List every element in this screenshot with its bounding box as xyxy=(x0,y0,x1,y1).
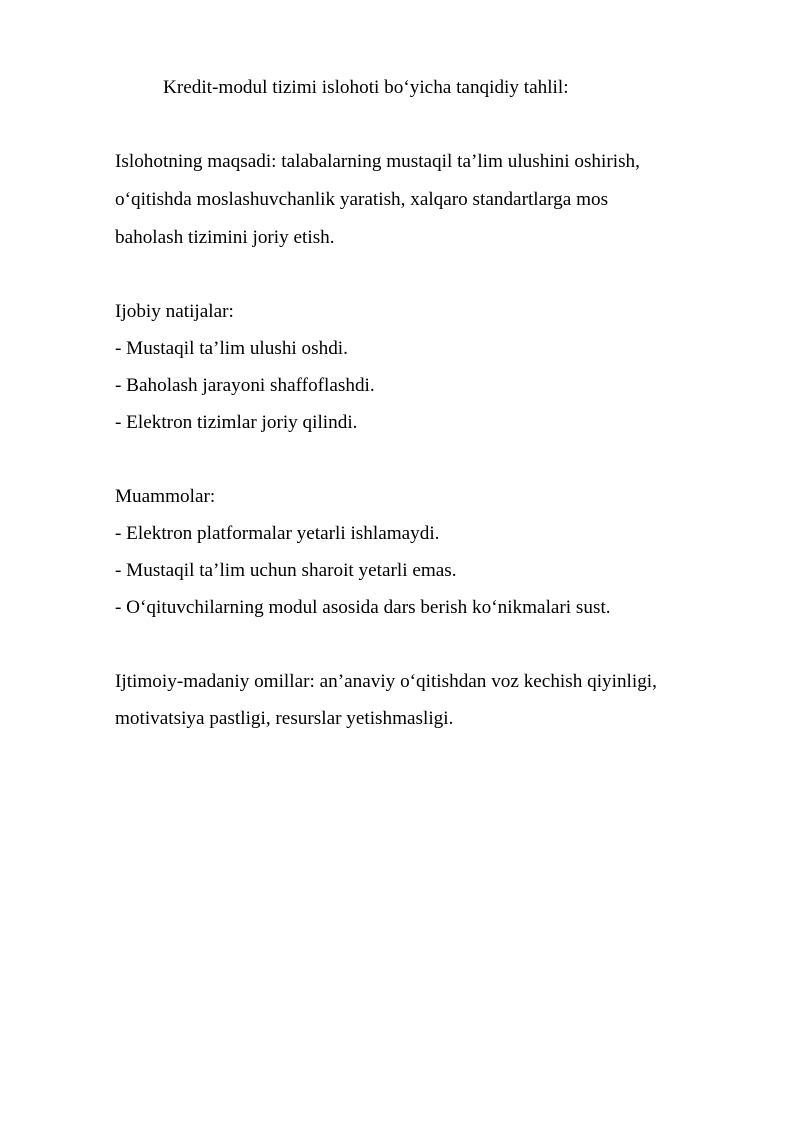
positive-item-3: - Elektron tizimlar joriy qilindi. xyxy=(115,412,358,433)
positive-heading: Ijobiy natijalar: xyxy=(115,301,234,322)
positive-item-2: - Baholash jarayoni shaffoflashdi. xyxy=(115,375,375,396)
factors-line-1: Ijtimoiy-madaniy omillar: an’anaviy o‘qitishdan voz kechish qiyinligi, xyxy=(115,671,657,692)
positive-item-1: - Mustaqil ta’lim ulushi oshdi. xyxy=(115,338,348,359)
problems-heading: Muammolar: xyxy=(115,486,216,507)
problems-item-1: - Elektron platformalar yetarli ishlamaydi. xyxy=(115,523,440,544)
purpose-line-3: baholash tizimini joriy etish. xyxy=(115,227,335,248)
purpose-line-1: Islohotning maqsadi: talabalarning mustaqil ta’lim ulushini oshirish, xyxy=(115,151,640,172)
purpose-line-2: o‘qitishda moslashuvchanlik yaratish, xalqaro standartlarga mos xyxy=(115,189,609,210)
document-title: Kredit-modul tizimi islohoti bo‘yicha tanqidiy tahlil: xyxy=(163,77,569,98)
problems-item-2: - Mustaqil ta’lim uchun sharoit yetarli emas. xyxy=(115,560,457,581)
problems-item-3: - O‘qituvchilarning modul asosida dars berish ko‘nikmalari sust. xyxy=(115,597,611,618)
factors-line-2: motivatsiya pastligi, resurslar yetishmasligi. xyxy=(115,708,454,729)
